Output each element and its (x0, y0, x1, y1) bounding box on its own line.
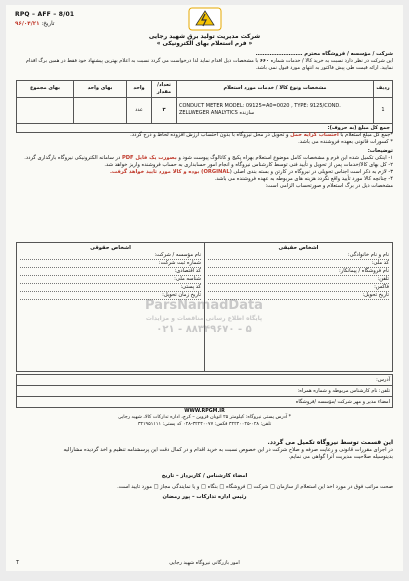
cell-qty: ۳ (152, 97, 177, 123)
manager-signature: رئیس اداره تدارکات – پور رمضان (162, 494, 247, 501)
cell-unit: عدد (127, 97, 152, 123)
website: WWW.RPGM.IR (184, 409, 225, 414)
company-logo-icon (188, 7, 222, 31)
col-qty: تعداد/ مقدار (152, 81, 177, 98)
cell-spec: CONDUCT METER MODEL: 09125=A0=0020 , TYPE: 9125/COND. ZELLWEGER ANALYTICS سازنده (177, 97, 374, 123)
date-value: ۹۶/۰۴/۲۱ (15, 21, 40, 27)
note-5: مشخصات ذیل در برگ استعلام و صورتحساب الزامی است: (265, 183, 393, 190)
natural-field-tel[interactable]: تلفن: (208, 276, 389, 284)
watermark: ParsNamadData پایگاه اطلاع رسانی مناقصات و مزایدات ۰۲۱ - ۸۸۳۴۹۶۷۰ - ۵ (145, 298, 263, 335)
col-spec: مشخصات ونوع کالا / خدمات مورد استعلام (177, 81, 374, 98)
col-unit: واحد (127, 81, 152, 98)
items-table (16, 80, 393, 133)
natural-field-national-code[interactable]: کد ملی: (208, 260, 389, 268)
expert-signature: امضاء کارشناس / کاربرداز – تاریخ (161, 473, 248, 479)
legal-field-company[interactable]: نام مؤسسه / شرکت: (20, 252, 201, 260)
natural-field-fax[interactable]: فاکس: (208, 284, 389, 292)
col-unit-price: بهای واحد (74, 81, 127, 98)
cell-row: 1 (374, 97, 393, 123)
natural-field-date[interactable]: تاریخ تحویل: (208, 292, 389, 300)
addressee-line: شرکت / مؤسسه / فروشگاه محترم ……………………… (255, 51, 393, 57)
phone-field[interactable]: تلفن: نام کارشناس مربوطه و شماره همراه: (17, 386, 393, 397)
legal-field-national-id[interactable]: شناسه ملی: (20, 276, 201, 284)
seal-field[interactable]: امضاء مدیر و مهر شرکت /مؤسسه /فروشگاه (17, 397, 393, 408)
note-2: ۲- کل بهای کالا/خدمات پس از تحویل و تأیید فنی توسط کارشناس نیروگاه و انجام امور حسابداری به حساب فروشنده واریز خواهد شد. (104, 162, 393, 169)
page-number: T (16, 560, 20, 567)
footer-address: امور بازرگانی نیروگاه شهید رجایی (169, 560, 240, 567)
intro-paragraph: این شرکت در نظر دارد نسبت به خرید کالا / خدمات شماره ۶۶۰ با مشخصات ذیل اقدام نماید لذا درخواست می گردد نسبت به اعلام بهترین پیشنهاد خود فقط در همین برگ اقدام نمایید. ارائه قیمت طی پیش فاکتور به انتهای مورد قبول نمی باشد. (25, 58, 393, 71)
price-note-line2: * کسورات قانونی بعهده فروشنده می باشد. (298, 139, 393, 146)
company-address (16, 409, 393, 428)
note-4: ۴- چنانچه کالا مورد تأیید واقع نگردد هزینه های مربوطه به عهده فروشنده می باشد. (214, 176, 393, 183)
price-note-line1: *جمع کل مبلغ استعلام با احتساب کرایه حمل و تحویل در محل نیروگاه با بدون احتساب ارزش افزوده لحاظ و درج گردد. (130, 132, 393, 138)
price-note (16, 132, 393, 190)
address-field[interactable]: آدرس: (17, 375, 393, 386)
form-title: « فرم استعلام بهای الکترونیکی » (156, 41, 253, 47)
legal-field-postcode[interactable]: کد پستی: (20, 284, 201, 292)
items-header-row (17, 81, 393, 98)
date-label: :تاریخ (41, 21, 55, 27)
postal-address: * آدرس پستی نیروگاه: کیلومتر ۲۵ اتوبان قزوین – کرج، اداره تدارکات کالا، شهید رجایی (117, 415, 292, 421)
confirmation-text: صحت مراتب فوق در مورد اخذ این استعلام از سازمان □ شرکت □ فروشگاه □ بنگاه □ و یا نمایندگی مجاز □ مورد تایید است. (117, 484, 393, 491)
rfq-form-page (6, 5, 403, 571)
signature-block (16, 471, 393, 501)
company-name: شرکت مدیریت تولید برق شهید رجایی (148, 33, 261, 40)
form-code: RPQ – AFF – 8/01 (15, 11, 75, 18)
total-row: جمع کل مبلغ (به حروف): (17, 123, 393, 133)
cell-unit-price[interactable] (74, 97, 127, 123)
natural-field-shop[interactable]: نام فروشگاه / پیمانکار: (208, 268, 389, 276)
natural-field-name[interactable]: نام و نام خانوادگی: (208, 252, 389, 260)
table-row (17, 97, 393, 123)
col-total-price: بهای مجموع (17, 81, 74, 98)
addressee (16, 51, 393, 72)
contact-table (16, 374, 393, 408)
company-phones: تلفن: ۰۲۸-۳۲۲۴۰۰۴۵ فکس: ۳۲۲۴۰۰۷۷-۰۲۸ کد پستی: ۳۴۱۹۵۱۱۱۱ (137, 421, 272, 427)
supplier-info-box (16, 242, 393, 372)
legal-entity-column: اشخاص حقوقی نام مؤسسه / شرکت: شماره ثبت شرکت: کد اقتصادی: شناسه ملی: کد پستی: تاریخ زمان تحویل: (17, 243, 204, 371)
note-1: ۱- اینکی تکمیل شده این فرم و مشخصات کامل موضوع استعلام بهراه پکیج و کاتالوگ پیوست شود و بصورت یک فایل PDF در سامانه الکترونیکی نیروگاه بارگذاری گردد. (24, 155, 393, 162)
natural-person-column: اشخاص حقیقی نام و نام خانوادگی: کد ملی: نام فروشگاه / پیمانکار: تلفن: فاکس: تاریخ تحویل: (204, 243, 392, 371)
col-row: ردیف (374, 81, 393, 98)
legal-field-econ-code[interactable]: کد اقتصادی: (20, 268, 201, 276)
legal-field-reg-no[interactable]: شماره ثبت شرکت: (20, 260, 201, 268)
legal-field-receipt-date[interactable]: تاریخ زمان تحویل: (20, 292, 201, 300)
note-3: ۳- لازم به ذکر است اجناس تحویلی در نیروگاه در کارتن و بسته بندی اصلی (ORGINAL) بوده و کالا مورد تایید خواهد گرفت. (109, 169, 393, 176)
notes-heading: توضیحات: (367, 148, 393, 155)
form-date (15, 21, 54, 29)
cell-total-price[interactable] (17, 97, 74, 123)
instructions: این قسمت توسط نیروگاه تکمیل می گردد. در اجرای مقررات قانونی و رعایت صرفه و صلاح شرکت در این خصوص نسبت به خرید اقدام و در کمال دقت این پرسشنامه تنظیم و اخذ گردیده مشارالیه بدینوسیله صلاحیت مدیریت آنرا گواهی می نمایم. (63, 439, 393, 461)
